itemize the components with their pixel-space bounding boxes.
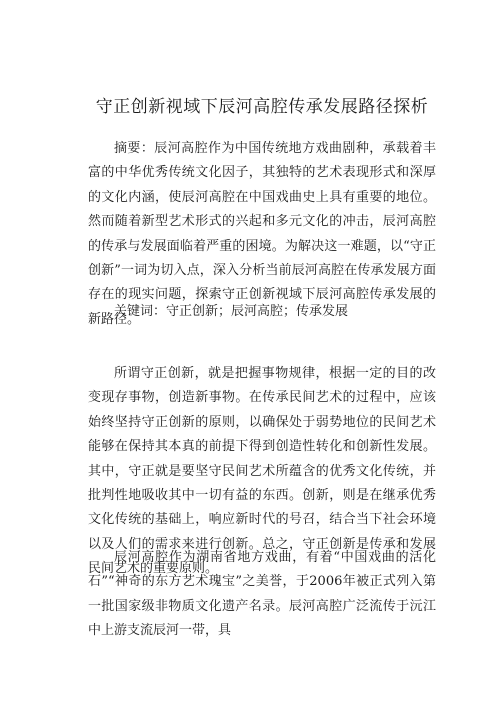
body-paragraph-1: 所谓守正创新，就是把握事物规律，根据一定的目的改变现存事物，创造新事物。在传承民间艺术的过程中，应该始终坚持守正创新的原则，以确保处于弱势地位的民间艺术能够在保持其本真的前提下得到创造性转化和创新性发展。其中，守正就是要坚守民间艺术所蕴含的优秀文化传统，并批判性地吸收其中一切有益的东西。创新，则是在继承优秀文化传统的基础上，响应新时代的号召，结合当下社会环境以及人们的需求来进行创新。总之，守正创新是传承和发展民间艺术的重要原则。: [88, 366, 436, 577]
document-title: 守正创新视域下辰河高腔传承发展路径探析: [95, 97, 429, 117]
body-paragraph-2: 辰河高腔作为湖南省地方戏曲，有着“中国戏曲的活化石”“神奇的东方艺术瑰宝”之美誉，于2006年被正式列入第一批国家级非物质文化遗产名录。辰河高腔广泛流传于沅江中上游支流辰河一带，具: [88, 550, 436, 639]
keywords-line: 关键词：守正创新；辰河高腔；传承发展: [114, 304, 349, 319]
abstract-paragraph: 摘要：辰河高腔作为中国传统地方戏曲剧种，承载着丰富的中华优秀传统文化因子，其独特的艺术表现形式和深厚的文化内涵，使辰河高腔在中国戏曲史上具有重要的地位。然而随着新型艺术形式的兴起和多元文化的冲击，辰河高腔的传承与发展面临着严重的困境。为解决这一难题，以“守正创新”一词为切入点，深入分析当前辰河高腔在传承发展方面存在的现实问题，探索守正创新视域下辰河高腔传承发展的新路径。: [88, 141, 436, 327]
